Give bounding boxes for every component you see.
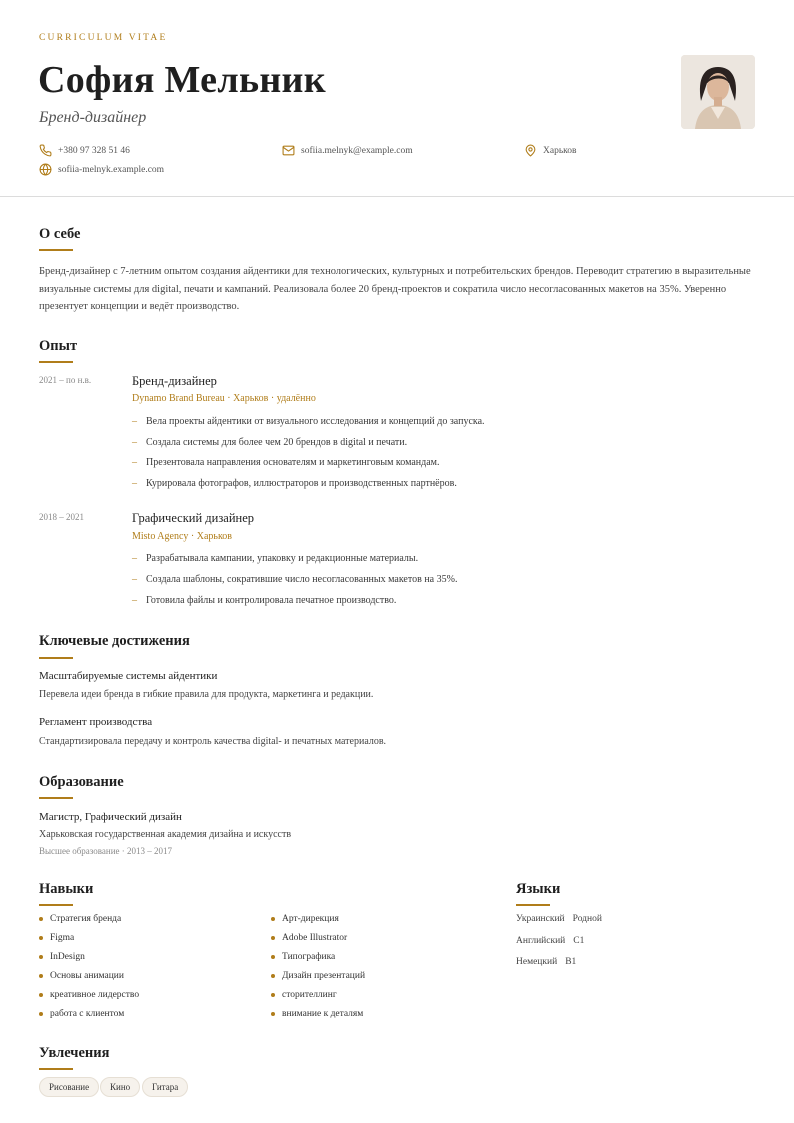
skill-item: Арт-дирекция — [271, 914, 339, 924]
job-title: Бренд-дизайнер — [132, 374, 217, 388]
section-underline — [39, 904, 73, 906]
contact-phone[interactable] — [39, 144, 130, 157]
skill-item: Стратегия бренда — [39, 914, 121, 924]
job-bullet: – Создала системы для более чем 20 брендов в digital и печати. — [132, 437, 408, 448]
achievement-title: Регламент производства — [39, 716, 153, 728]
skill-item: Основы анимации — [39, 971, 124, 981]
skill-item: внимание к деталям — [271, 1009, 363, 1019]
achievement-desc: Стандартизировала передачу и контроль качества digital- и печатных материалов. — [39, 736, 387, 747]
skill-item: InDesign — [39, 952, 85, 962]
section-underline — [39, 249, 73, 251]
skill-item: работа с клиентом — [39, 1009, 124, 1019]
job-bullet: – Разрабатывала кампании, упаковку и редакционные материалы. — [132, 553, 419, 564]
about-text: Бренд-дизайнер с 7-летним опытом создания айдентики для технологических, культурных и потребительских брендов. Переводит стратегию в выразительные визуальные системы для digital, печати и кампаний. Реализовала более 20 бренд-проектов и сократила число несогласованных макетов на 35%. Уверенно презентует концепции и ведёт производство. — [39, 266, 751, 312]
phone-icon — [39, 144, 52, 157]
candidate-role: Бренд-дизайнер — [39, 109, 147, 126]
section-title-skills: Навыки — [39, 881, 94, 897]
job-bullet: – Вела проекты айдентики от визуального исследования и концепций до запуска. — [132, 416, 485, 427]
skill-item: креативное лидерство — [39, 990, 139, 1000]
education-school: Харьковская государственная академия дизайна и искусств — [39, 829, 292, 840]
contact-email[interactable] — [282, 144, 413, 157]
hobby-chip: Рисование — [39, 1077, 99, 1097]
section-title-education: Образование — [39, 774, 124, 790]
eyebrow-label: CURRICULUM VITAE — [39, 33, 168, 43]
section-title-languages: Языки — [516, 881, 561, 897]
job-dates: 2018 – 2021 — [39, 512, 84, 522]
skill-item: сторителлинг — [271, 990, 337, 1000]
section-title-about: О себе — [39, 226, 81, 242]
job-dates: 2021 – по н.в. — [39, 375, 92, 385]
section-underline — [516, 904, 550, 906]
section-underline — [39, 361, 73, 363]
language-item: Английский C1 — [516, 936, 585, 946]
job-bullet: – Курировала фотографов, иллюстраторов и производственных партнёров. — [132, 478, 457, 489]
job-bullet: – Создала шаблоны, сократившие число несогласованных макетов на 35%. — [132, 574, 458, 585]
website-text: sofiia-melnyk.example.com — [58, 164, 165, 175]
section-underline — [39, 1068, 73, 1070]
email-text: sofiia.melnyk@example.com — [301, 145, 413, 156]
language-item: Украинский Родной — [516, 914, 602, 924]
hobby-chip: Кино — [100, 1077, 140, 1097]
section-title-experience: Опыт — [39, 338, 78, 354]
skill-item: Дизайн презентаций — [271, 971, 365, 981]
achievement-desc: Перевела идеи бренда в гибкие правила для продукта, маркетинга и редакции. — [39, 689, 374, 700]
candidate-name: София Мельник — [38, 59, 326, 101]
section-title-hobbies: Увлечения — [39, 1045, 110, 1061]
contact-website[interactable] — [39, 163, 164, 176]
section-underline — [39, 797, 73, 799]
section-title-achievements: Ключевые достижения — [39, 633, 190, 649]
job-title: Графический дизайнер — [132, 511, 255, 525]
section-underline — [39, 657, 73, 659]
language-item: Немецкий B1 — [516, 957, 577, 967]
hobby-chip: Гитара — [142, 1077, 188, 1097]
skill-item: Adobe Illustrator — [271, 933, 347, 943]
education-degree: Магистр, Графический дизайн — [39, 811, 182, 823]
phone-text: +380 97 328 51 46 — [58, 145, 130, 156]
job-bullet: – Готовила файлы и контролировала печатное производство. — [132, 595, 397, 606]
achievement-title: Масштабируемые системы айдентики — [39, 670, 218, 682]
skill-item: Типографика — [271, 952, 335, 962]
profile-photo — [681, 55, 755, 129]
job-company: Misto Agency · Харьков — [132, 531, 233, 542]
job-company: Dynamo Brand Bureau · Харьков · удалённо — [132, 393, 316, 404]
header-divider — [0, 196, 794, 197]
skill-item: Figma — [39, 933, 74, 943]
job-bullet: – Презентовала направления основателям и маркетинговым командам. — [132, 457, 440, 468]
contact-location — [524, 144, 577, 157]
globe-icon — [39, 163, 52, 176]
education-meta: Высшее образование · 2013 – 2017 — [39, 846, 173, 856]
location-text: Харьков — [543, 145, 577, 156]
mail-icon — [282, 144, 295, 157]
map-pin-icon — [524, 144, 537, 157]
